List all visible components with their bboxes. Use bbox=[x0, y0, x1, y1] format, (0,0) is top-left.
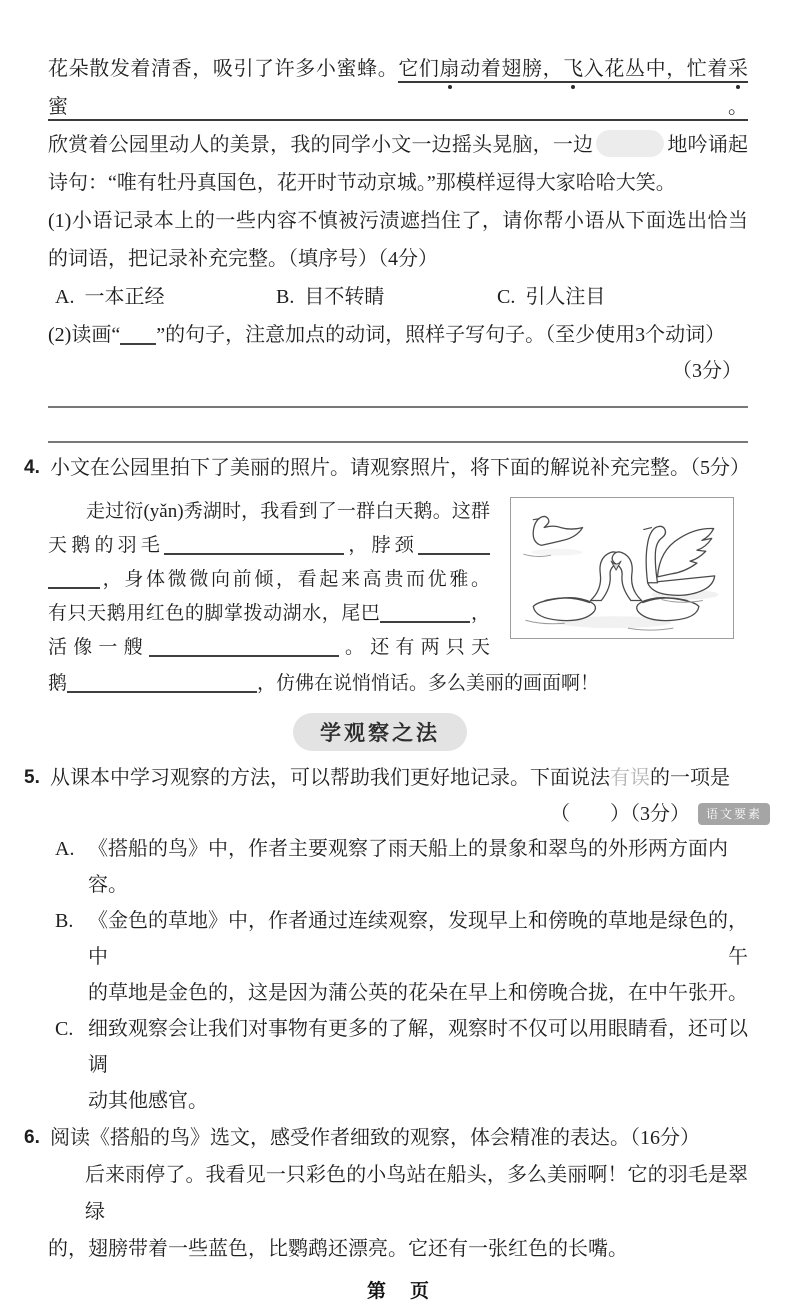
passage-line-2 bbox=[48, 126, 748, 164]
q4-text: ，身体微微向前倾，看起来高贵而优雅。 bbox=[100, 569, 490, 590]
q6-header bbox=[24, 1119, 748, 1157]
q4-line-4 bbox=[48, 597, 490, 631]
question-number: 5. bbox=[24, 767, 40, 788]
sub-question-1 bbox=[48, 202, 748, 316]
answer-line-1[interactable] bbox=[48, 388, 748, 408]
dotted-verb: 扇 bbox=[439, 58, 461, 80]
swan-photo bbox=[510, 497, 734, 639]
passage-text: 花朵散发着清香，吸引了许多小蜜蜂。 bbox=[48, 58, 399, 80]
q5-text: 从课本中学习观察的方法，可以帮助我们更好地记录。下面说法 bbox=[50, 767, 610, 789]
dotted-verb: 采 bbox=[728, 58, 749, 80]
answer-blank[interactable] bbox=[149, 635, 339, 657]
sub1-line-2: 的词语，把记录补充完整。（填序号）（4分） bbox=[48, 248, 438, 270]
passage-line-1 bbox=[48, 50, 748, 126]
q4-text: 有只天鹅用红色的脚掌拨动湖水，尾巴 bbox=[48, 603, 381, 624]
question-number: 6. bbox=[24, 1127, 40, 1148]
q5-header bbox=[24, 759, 748, 797]
sub2-line bbox=[48, 316, 748, 354]
q5-answer-row bbox=[48, 797, 770, 831]
option-c[interactable] bbox=[48, 1011, 748, 1119]
answer-bracket[interactable]: （ ）（3分） bbox=[549, 803, 690, 825]
q4-line-2 bbox=[48, 529, 490, 563]
underlined-segment: 动着翅膀， bbox=[460, 58, 564, 80]
answer-blank[interactable] bbox=[67, 671, 257, 693]
q4-text: ， bbox=[470, 603, 490, 624]
section-pill: 学观察之法 bbox=[293, 713, 467, 751]
option-label: B. bbox=[276, 286, 295, 308]
q4-text: ，仿佛在说悄悄话。多么美丽的画面啊！ bbox=[257, 673, 600, 694]
ink-smudge-blob bbox=[596, 130, 664, 157]
dotted-verb: 飞 bbox=[563, 58, 584, 80]
option-a[interactable] bbox=[55, 278, 276, 316]
q4-body bbox=[48, 491, 748, 667]
option-b[interactable] bbox=[48, 903, 748, 1011]
page-footer bbox=[48, 1276, 748, 1303]
question-4 bbox=[24, 449, 750, 701]
option-label: A. bbox=[55, 286, 75, 308]
option-b[interactable] bbox=[276, 278, 497, 316]
q4-text: 天鹅的羽毛 bbox=[48, 535, 165, 556]
q6-passage-line: 后来雨停了。我看见一只彩色的小鸟站在船头，多么美丽啊！它的羽毛是翠绿 bbox=[85, 1164, 748, 1223]
underlined-segment: 入花丛中，忙着 bbox=[583, 58, 729, 80]
q6-passage bbox=[48, 1157, 748, 1268]
passage-text: 地吟诵起 bbox=[667, 134, 749, 156]
answer-blank[interactable] bbox=[418, 533, 490, 555]
q4-line-3 bbox=[48, 563, 490, 597]
q5-text: 的一项是 bbox=[650, 767, 730, 789]
q6-passage-line: 的，翅膀带着一些蓝色，比鹦鹉还漂亮。它还有一张红色的长嘴。 bbox=[48, 1238, 628, 1260]
passage-line-3: 诗句：“唯有牡丹真国色，花开时节动京城。”那模样逗得大家哈哈大笑。 bbox=[48, 172, 676, 194]
option-label: A. bbox=[55, 838, 75, 860]
reading-passage bbox=[48, 50, 748, 202]
option-text: 引人注目 bbox=[525, 286, 606, 308]
q4-header bbox=[24, 449, 748, 487]
question-title: 小文在公园里拍下了美丽的照片。请观察照片，将下面的解说补充完整。（5分） bbox=[50, 457, 750, 479]
underlined-segment: 蜜。 bbox=[48, 96, 748, 118]
q4-line-5 bbox=[48, 631, 490, 665]
option-text: 目不转睛 bbox=[304, 286, 385, 308]
sub-question-2 bbox=[48, 316, 748, 443]
question-5 bbox=[24, 759, 762, 1119]
sub2-text-pre: (2)读画“ bbox=[48, 324, 121, 346]
answer-line-2[interactable] bbox=[48, 408, 748, 443]
option-text: 细致观察会让我们对事物有更多的了解，观察时不仅可以用眼睛看，还可以调 动其他感官。 bbox=[88, 1018, 748, 1112]
q4-line-6 bbox=[48, 667, 748, 701]
q4-text: ，脖颈 bbox=[344, 535, 418, 556]
q4-line-1: 走过衍(yǎn)秀湖时，我看到了一群白天鹅。这群 bbox=[86, 501, 490, 522]
question-6 bbox=[24, 1119, 748, 1268]
question-title bbox=[50, 759, 748, 797]
score-label: （3分） bbox=[672, 360, 742, 382]
footer-prefix: 第 bbox=[366, 1281, 386, 1302]
option-text: 《搭船的鸟》中，作者主要观察了雨天船上的景象和翠鸟的外形两方面内容。 bbox=[88, 838, 728, 896]
option-label: C. bbox=[497, 286, 516, 308]
option-text: 《金色的草地》中，作者通过连续观察，发现早上和傍晚的草地是绿色的，中午 的草地是金色的，这是因为蒲公英的花朵在早上和傍晚合拢，在中午张开。 bbox=[88, 910, 748, 1004]
section-header bbox=[48, 713, 712, 751]
footer-suffix: 页 bbox=[410, 1281, 430, 1302]
option-label: B. bbox=[55, 910, 74, 932]
passage-text: 欣赏着公园里动人的美景，我的同学小文一边摇头晃脑，一边 bbox=[48, 134, 594, 156]
inline-blank[interactable] bbox=[120, 323, 156, 345]
option-c[interactable] bbox=[497, 278, 718, 316]
option-text: 一本正经 bbox=[84, 286, 165, 308]
swan-illustration bbox=[511, 498, 733, 638]
sub1-line-1: (1)小语记录本上的一些内容不慎被污渍遮挡住了，请你帮小语从下面选出恰当 bbox=[48, 210, 748, 232]
sub1-options bbox=[48, 278, 748, 316]
question-title: 阅读《搭船的鸟》选文，感受作者细致的观察，体会精准的表达。（16分） bbox=[50, 1127, 700, 1149]
q4-text-column bbox=[48, 491, 490, 665]
answer-blank[interactable] bbox=[48, 567, 100, 589]
option-label: C. bbox=[55, 1018, 74, 1040]
q4-text: 鹅 bbox=[48, 673, 68, 694]
q4-text: 。还有两只天 bbox=[338, 637, 490, 658]
underlined-segment: 它们 bbox=[398, 58, 440, 80]
answer-blank[interactable] bbox=[380, 601, 470, 623]
question-number: 4. bbox=[24, 457, 40, 478]
option-a[interactable] bbox=[48, 831, 748, 903]
q4-text: 活像一艘 bbox=[48, 637, 149, 658]
sub2-text-post: ”的句子，注意加点的动词，照样子写句子。（至少使用3个动词） bbox=[156, 324, 726, 346]
score-badge: 语文要素 bbox=[698, 803, 770, 825]
error-emphasis: 有误 bbox=[610, 767, 650, 789]
answer-blank[interactable] bbox=[164, 533, 344, 555]
